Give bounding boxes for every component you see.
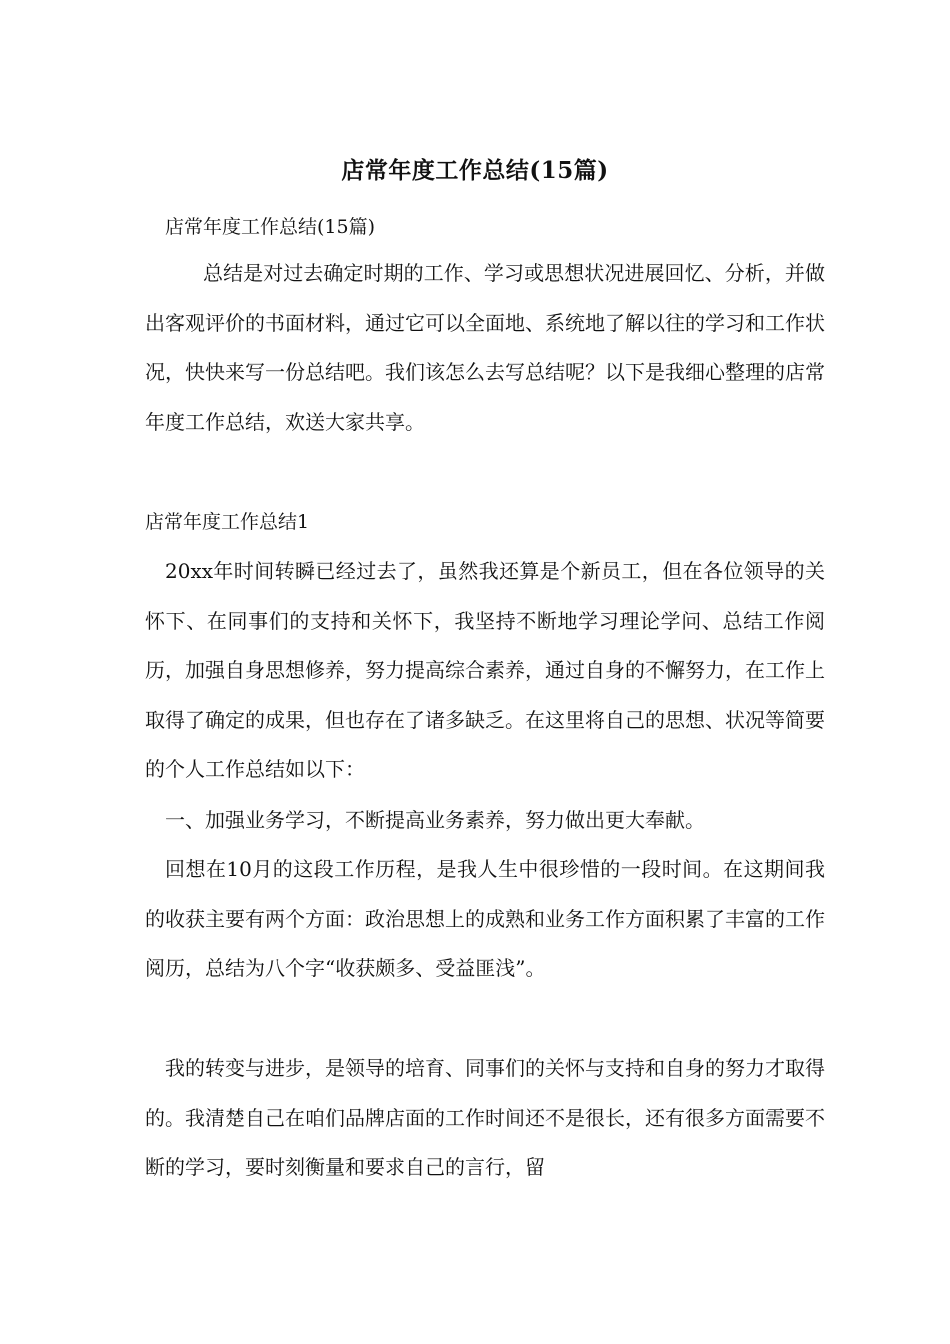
document-title: 店常年度工作总结(15篇) [341, 157, 609, 184]
body-paragraph-4: 我的转变与进步，是领导的培育、同事们的关怀与支持和自身的努力才取得的。我清楚自己在咱们品牌店面的工作时间还不是很长，还有很多方面需要不断的学习，要时刻衡量和要求自己的言行，留 [145, 1056, 825, 1179]
body-paragraph-2: 一、加强业务学习，不断提高业务素养，努力做出更大奉献。 [165, 808, 705, 832]
intro-paragraph: 总结是对过去确定时期的工作、学习或思想状况进展回忆、分析，并做出客观评价的书面材料，通过它可以全面地、系统地了解以往的学习和工作状况，快快来写一份总结吧。我们该怎么去写总结呢？以下是我细心整理的店常年度工作总结，欢送大家共享。 [145, 261, 825, 434]
section-heading: 店常年度工作总结1 [145, 511, 310, 533]
body-paragraph-1: 20xx年时间转瞬已经过去了，虽然我还算是个新员工，但在各位领导的关怀下、在同事们的支持和关怀下，我坚持不断地学习理论学问、总结工作阅历，加强自身思想修养，努力提高综合素养，通过自身的不懈努力，在工作上取得了确定的成果，但也存在了诸多缺乏。在这里将自己的思想、状况等简要的个人工作总结如以下： [145, 559, 825, 781]
document-subtitle: 店常年度工作总结(15篇) [165, 216, 376, 238]
body-paragraph-3: 回想在10月的这段工作历程，是我人生中很珍惜的一段时间。在这期间我的收获主要有两个方面：政治思想上的成熟和业务工作方面积累了丰富的工作阅历，总结为八个字“收获颇多、受益匪浅”。 [145, 857, 825, 980]
